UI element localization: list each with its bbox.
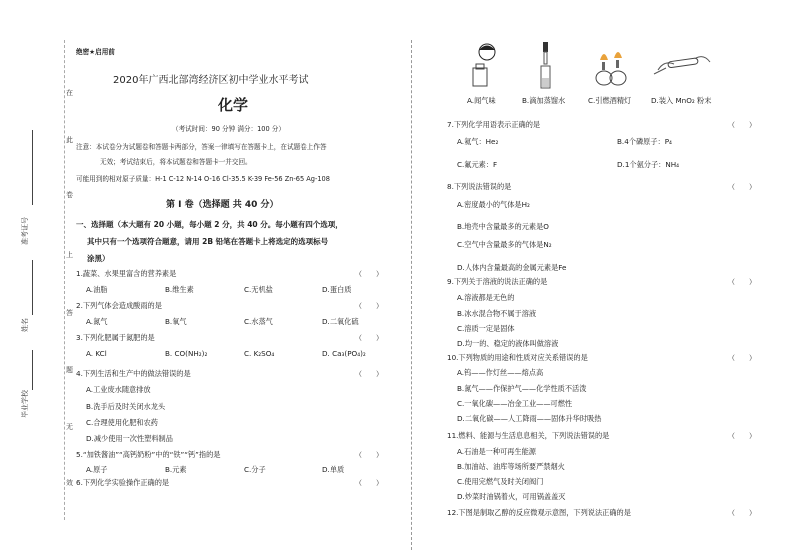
q11-option-c: C.使用完燃气及时关闭阀门 (457, 477, 544, 486)
q9-option-a: A.溶液都是无色的 (457, 293, 515, 302)
q9-option-d: D.均一的、稳定的液体叫做溶液 (457, 339, 559, 348)
answer-paren: （ ） (355, 334, 383, 342)
q2-option-c: C.水蒸气 (244, 317, 273, 326)
question-1: 1.蔬菜、水果里富含的营养素是 (76, 269, 177, 278)
answer-paren: （ ） (355, 479, 383, 487)
candidate-number-label: 准考证号 (21, 217, 29, 245)
q2-option-d: D.二氧化硫 (322, 317, 359, 326)
q10-option-c: C.一氧化碳——冶金工业——可燃性 (457, 399, 573, 408)
q6-option-d: D.装入 MnO₂ 粉末 (651, 96, 712, 105)
side-char: 在 (66, 89, 73, 97)
q9-option-b: B.冰水混合物不属于溶液 (457, 309, 537, 318)
q3-option-d: D. Ca₃(PO₄)₂ (322, 349, 366, 358)
binding-dashed-line (64, 40, 65, 520)
q4-option-a: A.工业废水随意排放 (86, 385, 151, 394)
q8-option-d: D.人体内含量最高的金属元素是Fe (457, 263, 567, 272)
column-divider (411, 40, 412, 550)
q7-option-b: B.4个磷原子：P₄ (617, 137, 672, 146)
volume-heading: 第 I 卷（选择题 共 40 分） (166, 200, 279, 210)
answer-paren: （ ） (355, 270, 383, 278)
q7-option-c: C.氟元素：F (457, 160, 498, 169)
name-label: 姓名 (21, 318, 29, 332)
name-line (32, 260, 33, 315)
answer-paren: （ ） (728, 183, 756, 191)
q10-option-a: A.钨——作灯丝——熔点高 (457, 368, 544, 377)
answer-paren: （ ） (355, 302, 383, 310)
q5-option-d: D.单质 (322, 465, 345, 474)
notice-line-2: 无效；考试结束后，将本试题卷和答题卡一并交回。 (100, 158, 252, 166)
q2-option-a: A.氮气 (86, 317, 108, 326)
section-instructions-1: 一、选择题（本大题有 20 小题，每小题 2 分，共 40 分。每小题有四个选项， (76, 220, 343, 229)
q4-option-c: C.合理使用化肥和农药 (86, 418, 158, 427)
side-char: 答 (66, 309, 73, 317)
question-10: 10.下列物质的用途和性质对应关系错误的是 (447, 353, 588, 362)
exam-title: 2020年广西北部湾经济区初中学业水平考试 (113, 75, 309, 86)
q1-option-d: D.蛋白质 (322, 285, 352, 294)
q9-option-c: C.溶质一定是固体 (457, 324, 515, 333)
question-4: 4.下列生活和生产中的做法错误的是 (76, 369, 191, 378)
question-9: 9.下列关于溶液的说法正确的是 (447, 277, 548, 286)
q7-option-a: A.氦气：He₂ (457, 137, 499, 146)
q11-option-d: D.炒菜时油锅着火，可用锅盖盖灭 (457, 492, 566, 501)
test-tube-illustration (652, 40, 714, 88)
q6-option-b: B.滴加蒸馏水 (522, 96, 566, 105)
candidate-number-line (32, 130, 33, 205)
q8-option-a: A.密度最小的气体是H₂ (457, 200, 530, 209)
answer-paren: （ ） (728, 432, 756, 440)
q3-option-a: A. KCl (86, 349, 107, 358)
answer-paren: （ ） (728, 121, 756, 129)
school-line (32, 350, 33, 390)
q6-option-a: A.闻气味 (467, 96, 496, 105)
q5-option-b: B.元素 (165, 465, 187, 474)
answer-paren: （ ） (355, 451, 383, 459)
q1-option-b: B.维生素 (165, 285, 194, 294)
q3-option-b: B. CO(NH₂)₂ (165, 349, 208, 358)
q2-option-b: B.氧气 (165, 317, 187, 326)
q6-option-c: C.引燃酒精灯 (588, 96, 632, 105)
q5-option-c: C.分子 (244, 465, 266, 474)
notice-line-1: 注意：本试卷分为试题卷和答题卡两部分，答案一律填写在答题卡上，在试题卷上作答 (76, 143, 327, 151)
subject-title: 化学 (218, 96, 249, 114)
answer-paren: （ ） (728, 278, 756, 286)
answer-paren: （ ） (728, 509, 756, 517)
exam-info: （考试时间：90 分钟 满分：100 分） (172, 125, 285, 133)
q8-option-b: B.地壳中含量最多的元素是O (457, 222, 549, 231)
side-char: 上 (66, 251, 73, 259)
q1-option-c: C.无机盐 (244, 285, 273, 294)
question-6: 6.下列化学实验操作正确的是 (76, 478, 170, 487)
side-char: 题 (66, 366, 73, 374)
q10-option-d: D.二氧化碳——人工降雨——固体升华时吸热 (457, 414, 602, 423)
question-11: 11.燃料、能源与生活息息相关，下列说法错误的是 (447, 431, 610, 440)
question-8: 8.下列说法错误的是 (447, 182, 512, 191)
question-2: 2.下列气体会造成酸雨的是 (76, 301, 162, 310)
section-instructions-2: 其中只有一个选项符合题意，请用 2B 铅笔在答题卡上将选定的选项标号 (87, 237, 329, 246)
confidential-note: 绝密★启用前 (76, 48, 115, 56)
q11-option-b: B.加油站、油库等场所要严禁烟火 (457, 462, 565, 471)
question-5: 5.“加铁酱油”“高钙奶粉”中的“铁”“钙”指的是 (76, 450, 221, 459)
question-7: 7.下列化学用语表示正确的是 (447, 120, 541, 129)
section-instructions-3: 涂黑） (87, 254, 110, 263)
side-char: 卷 (66, 191, 73, 199)
q5-option-a: A.原子 (86, 465, 108, 474)
q11-option-a: A.石油是一种可再生能源 (457, 447, 536, 456)
dropper-illustration (536, 40, 556, 90)
smell-gas-illustration (467, 40, 507, 88)
q10-option-b: B.氮气——作保护气——化学性质不活泼 (457, 384, 587, 393)
school-label: 毕业学校 (21, 390, 29, 418)
q3-option-c: C. K₂SO₄ (244, 349, 275, 358)
side-char: 效 (66, 479, 73, 487)
q1-option-a: A.油脂 (86, 285, 108, 294)
q8-option-c: C.空气中含量最多的气体是N₂ (457, 240, 552, 249)
q7-option-d: D.1个氨分子：NH₄ (617, 160, 679, 169)
alcohol-lamp-illustration (594, 40, 630, 88)
answer-paren: （ ） (728, 354, 756, 362)
q4-option-d: D.减少使用一次性塑料制品 (86, 434, 173, 443)
question-3: 3.下列化肥属于氮肥的是 (76, 333, 155, 342)
atomic-masses: 可能用到的相对原子质量：H-1 C-12 N-14 O-16 Cl-35.5 K-39 Fe-56 Zn-65 Ag-108 (76, 175, 330, 183)
question-12: 12.下图是制取乙醇的反应微观示意图，下列说法正确的是 (447, 508, 631, 517)
answer-paren: （ ） (355, 370, 383, 378)
q4-option-b: B.洗手后及时关闭水龙头 (86, 402, 166, 411)
side-char: 此 (66, 136, 73, 144)
side-char: 无 (66, 423, 73, 431)
